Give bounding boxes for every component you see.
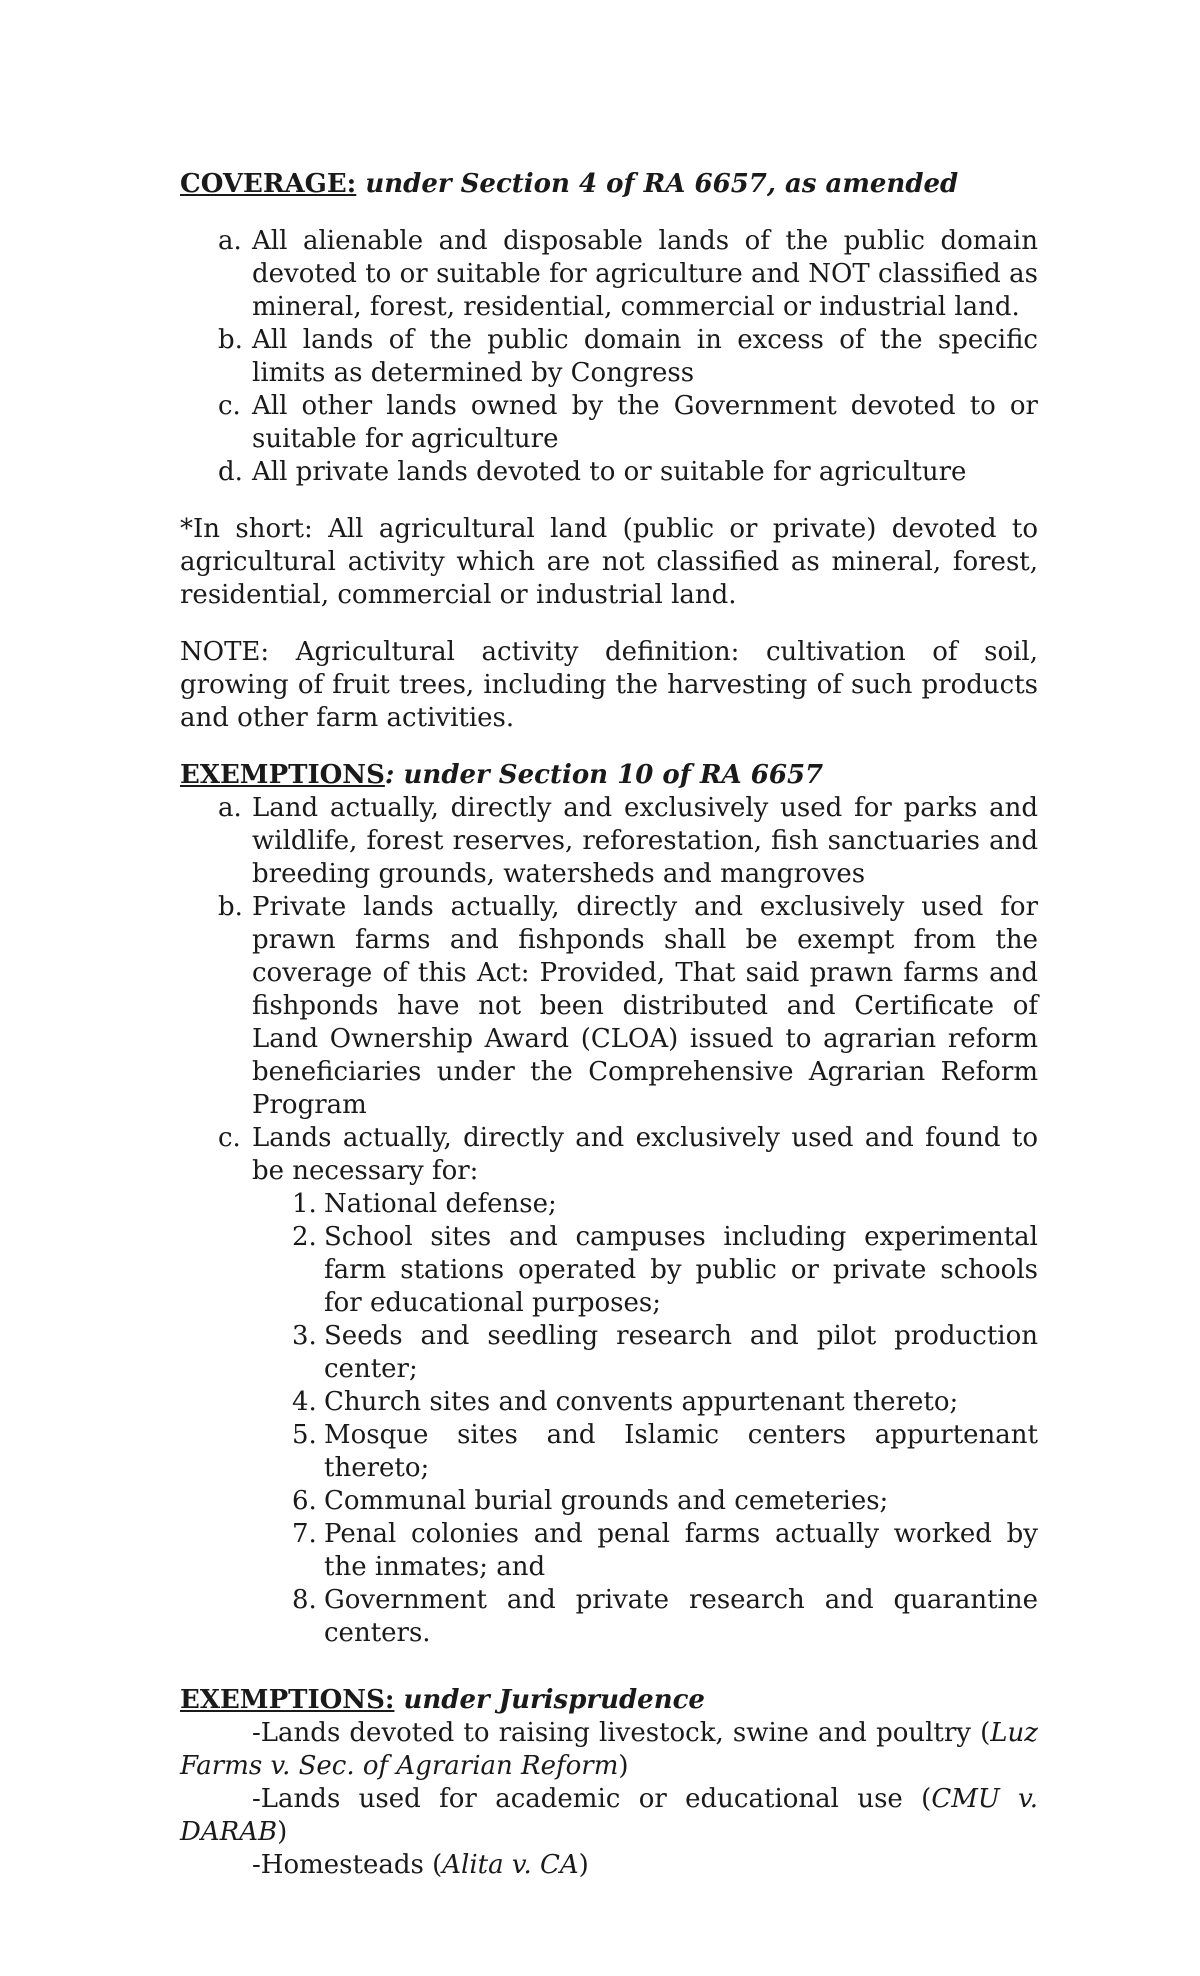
list-item xyxy=(252,1518,1038,1584)
line-tail: ) xyxy=(578,1850,589,1880)
list-item xyxy=(252,1386,1038,1419)
list-item-text: Church sites and convents appurtenant thereto; xyxy=(324,1387,959,1417)
list-item xyxy=(252,1188,1038,1221)
list-item-text: School sites and campuses including experimental farm stations operated by public or private schools for educational purposes; xyxy=(324,1222,1038,1318)
list-marker: b. xyxy=(218,892,243,922)
document-body xyxy=(180,168,1038,1882)
list-item-text: Government and private research and quarantine centers. xyxy=(324,1585,1038,1648)
exemptions-jur-heading-sub: under Jurisprudence xyxy=(403,1685,705,1715)
coverage-item-a xyxy=(180,225,1038,324)
list-marker: 3. xyxy=(292,1321,317,1351)
line-text: -Lands used for academic or educational use ( xyxy=(252,1784,932,1814)
exemptions-sec10-list xyxy=(180,792,1038,1650)
note-paragraph: NOTE: Agricultural activity definition: cultivation of soil, growing of fruit trees, including the harvesting of such products and other farm activities. xyxy=(180,637,1038,733)
list-marker: 7. xyxy=(292,1519,317,1549)
list-item-text: National defense; xyxy=(324,1189,557,1219)
list-marker: a. xyxy=(218,226,242,256)
list-marker: 6. xyxy=(292,1486,317,1516)
list-marker: 1. xyxy=(292,1189,317,1219)
list-marker: 2. xyxy=(292,1222,317,1252)
list-marker: 4. xyxy=(292,1387,317,1417)
list-item-text: Penal colonies and penal farms actually worked by the inmates; and xyxy=(324,1519,1038,1582)
exemptions-jur-heading xyxy=(180,1684,1038,1717)
coverage-item-b xyxy=(180,324,1038,390)
in-short-paragraph: *In short: All agricultural land (public or private) devoted to agricultural activity which are not classified as mineral, forest, residential, commercial or industrial land. xyxy=(180,514,1038,610)
list-marker: c. xyxy=(218,1123,241,1153)
jurisprudence-line-1 xyxy=(180,1717,1038,1783)
list-item-text: All alienable and disposable lands of the public domain devoted to or suitable for agriculture and NOT classified as mineral, forest, residential, commercial or industrial land. xyxy=(252,226,1038,322)
exemption-item-b xyxy=(180,891,1038,1122)
list-item xyxy=(252,1485,1038,1518)
list-item-text: All private lands devoted to or suitable for agriculture xyxy=(252,457,967,487)
list-item xyxy=(252,1221,1038,1320)
list-marker: d. xyxy=(218,457,243,487)
list-item-text: All lands of the public domain in excess of the specific limits as determined by Congress xyxy=(252,325,1038,388)
line-tail: ) xyxy=(277,1817,288,1847)
exemptions-sec10-heading xyxy=(180,759,1038,792)
list-marker: a. xyxy=(218,793,242,823)
list-item-text: Lands actually, directly and exclusively used and found to be necessary for: xyxy=(252,1123,1038,1186)
exemption-item-c xyxy=(180,1122,1038,1650)
list-marker: c. xyxy=(218,391,241,421)
list-item-text: Communal burial grounds and cemeteries; xyxy=(324,1486,889,1516)
case-citation: Luz Farms v. Sec. of Agrarian Reform xyxy=(180,1718,1038,1781)
list-item xyxy=(252,1584,1038,1650)
exemption-item-a xyxy=(180,792,1038,891)
coverage-list xyxy=(180,225,1038,489)
line-text: -Homesteads ( xyxy=(252,1850,443,1880)
list-item-text: All other lands owned by the Government devoted to or suitable for agriculture xyxy=(252,391,1038,454)
coverage-item-c xyxy=(180,390,1038,456)
list-item-text: Private lands actually, directly and exclusively used for prawn farms and fishponds shall be exempt from the coverage of this Act: Provided, That said prawn farms and fishponds have not been distributed and Certificate of Land Ownership Award (CLOA) issued to agrarian reform beneficiaries under the Comprehensive Agrarian Reform Program xyxy=(252,892,1038,1120)
list-marker: 8. xyxy=(292,1585,317,1615)
list-item xyxy=(252,1419,1038,1485)
exemptions-jur-heading-label: EXEMPTIONS: xyxy=(180,1685,395,1715)
coverage-heading xyxy=(180,168,1038,201)
case-citation: Alita v. CA xyxy=(442,1850,579,1880)
list-marker: b. xyxy=(218,325,243,355)
jurisprudence-line-2 xyxy=(180,1783,1038,1849)
list-item-text: Mosque sites and Islamic centers appurtenant thereto; xyxy=(324,1420,1038,1483)
exemption-sub-list xyxy=(252,1188,1038,1650)
coverage-heading-label: COVERAGE: xyxy=(180,169,357,199)
exemptions-sec10-heading-colon: : xyxy=(384,760,395,790)
exemptions-sec10-heading-sub: under Section 10 of RA 6657 xyxy=(403,760,824,790)
case-citation: CMU v. DARAB xyxy=(180,1784,1038,1847)
list-marker: 5. xyxy=(292,1420,317,1450)
coverage-heading-sub: under Section 4 of RA 6657, as amended xyxy=(365,169,959,199)
line-tail: ) xyxy=(618,1751,629,1781)
jurisprudence-line-3 xyxy=(180,1849,1038,1882)
coverage-item-d xyxy=(180,456,1038,489)
list-item xyxy=(252,1320,1038,1386)
line-text: -Lands devoted to raising livestock, swine and poultry ( xyxy=(252,1718,991,1748)
list-item-text: Seeds and seedling research and pilot production center; xyxy=(324,1321,1038,1384)
list-item-text: Land actually, directly and exclusively used for parks and wildlife, forest reserves, reforestation, fish sanctuaries and breeding grounds, watersheds and mangroves xyxy=(252,793,1038,889)
exemptions-sec10-heading-label: EXEMPTIONS xyxy=(180,760,385,790)
